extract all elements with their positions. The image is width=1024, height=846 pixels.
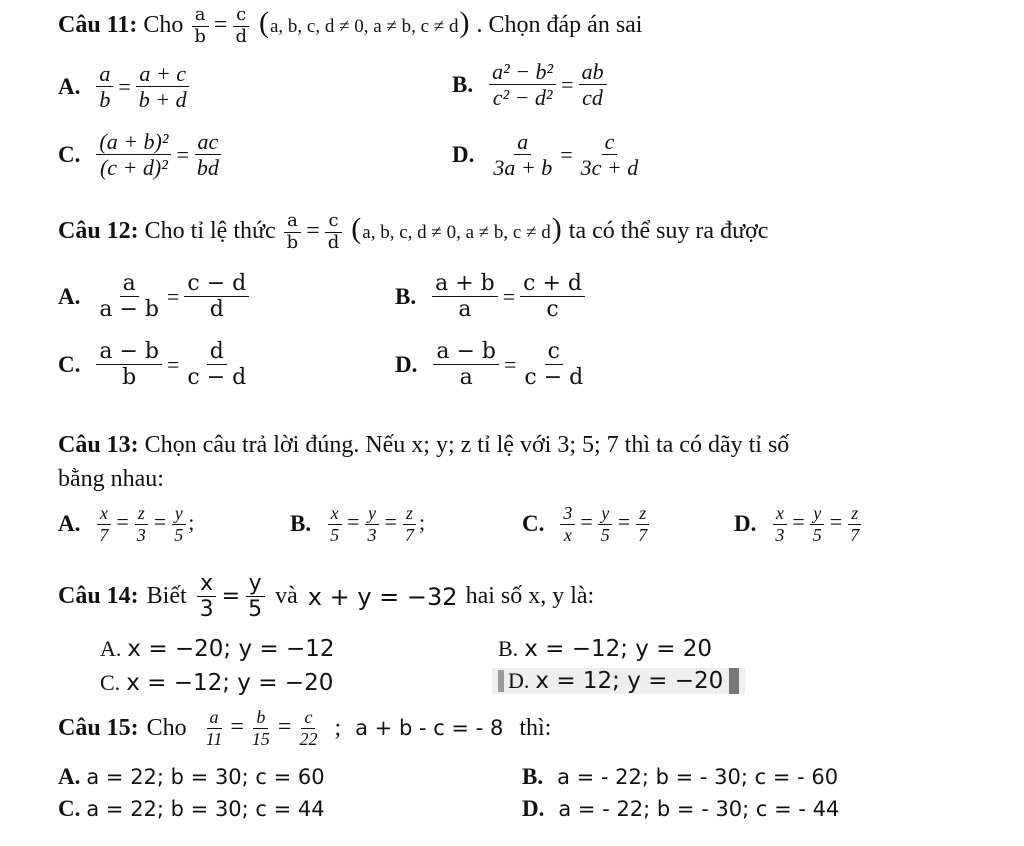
question-15-option-a[interactable]: A. a = 22; b = 30; c = 60 xyxy=(58,764,325,789)
question-13-option-b[interactable]: B. $\frac{x}{5}$ = $\frac{y}{3}$ = $\frac{z}{7}$ ; xyxy=(290,503,426,545)
question-15-lead: Cho xyxy=(146,714,187,741)
question-13-label: Câu 13: xyxy=(58,432,139,458)
question-14-tail: hai số x, y là: xyxy=(465,583,595,610)
question-14-lead: Biết xyxy=(146,583,187,610)
question-13-stem xyxy=(58,432,789,459)
question-14-option-a[interactable]: A. x = −20; y = −12 xyxy=(100,636,335,662)
question-12-stem: Câu 12: Cho tỉ lệ thức $\frac{a}{b}$ = $\frac{c}{d}$ (a, b, c, d ≠ 0, a ≠ b, c ≠ d) ta có thể suy ra được xyxy=(58,210,769,253)
question-15-equation: a + b - c = - 8 xyxy=(355,716,504,741)
ratio-c-d: $\frac{c}{d}$ xyxy=(232,6,250,47)
question-11-option-c[interactable]: C. $\frac{\text{(a + b)²}}{\text{(c + d)²}}$ = $\frac{ac}{bd}$ xyxy=(58,130,224,179)
question-14-stem: Câu 14: Biết $\frac{x}{3}$ = $\frac{y}{5}$ và x + y = −32 hai số x, y là: xyxy=(58,571,595,623)
question-11-lead: Cho xyxy=(143,12,184,38)
question-12-option-a[interactable]: A. $\frac{a}{a - b}$ = $\frac{c - d}{d}$ xyxy=(58,272,251,321)
question-11-tail: . Chọn đáp án sai xyxy=(476,12,643,38)
question-12-option-d[interactable]: D. $\frac{a - b}{a}$ = $\frac{c}{c - d}$ xyxy=(395,339,584,391)
question-13-text-line2: bằng nhau: xyxy=(58,466,164,492)
question-13-option-d[interactable]: D. $\frac{x}{3}$ = $\frac{y}{5}$ = $\frac{z}{7}$ xyxy=(734,503,860,545)
question-13-option-a[interactable]: A. $\frac{x}{7}$ = $\frac{z}{3}$ = $\frac{y}{5}$ ; xyxy=(58,503,195,545)
text-cursor xyxy=(729,668,739,694)
selection-marker xyxy=(498,670,504,692)
question-11-stem: Câu 11: Cho $\frac{a}{b}$ = $\frac{c}{d}$ (a, b, c, d ≠ 0, a ≠ b, c ≠ d) . Chọn đáp án sai xyxy=(58,4,643,47)
question-11-label: Câu 11: xyxy=(58,12,138,38)
question-14-label: Câu 14: xyxy=(58,583,139,610)
question-14-mid: và xyxy=(275,583,298,610)
question-15-label: Câu 15: xyxy=(58,714,139,741)
question-13-option-c[interactable]: C. $\frac{3}{x}$ = $\frac{y}{5}$ = $\frac{z}{7}$ xyxy=(522,503,648,545)
question-13-text-line1: Chọn câu trả lời đúng. Nếu x; y; z tỉ lệ với 3; 5; 7 thì ta có dãy tỉ số xyxy=(144,432,790,458)
question-15-tail: thì: xyxy=(519,714,552,741)
question-14-option-b[interactable]: B. x = −12; y = 20 xyxy=(498,636,713,662)
question-12-option-b[interactable]: B. $\frac{a + b}{a}$ = $\frac{c + d}{c}$ xyxy=(395,272,587,321)
question-12-tail: ta có thể suy ra được xyxy=(568,218,769,244)
question-11-option-d[interactable]: D. $\frac{a}{3a + b}$ = $\frac{c}{3c + d}$ xyxy=(452,129,639,181)
question-11-option-a[interactable]: A. $\frac{a}{b}$ = $\frac{a + c}{b + d}$ xyxy=(58,62,192,111)
question-11-option-b[interactable]: B. $\frac{\text{a² − b²}}{\text{c² − d²}}$ = $\frac{ab}{cd}$ xyxy=(452,60,609,109)
question-11-condition: a, b, c, d ≠ 0, a ≠ b, c ≠ d xyxy=(269,16,459,37)
question-12-label: Câu 12: xyxy=(58,218,139,244)
question-14-equation: x + y = −32 xyxy=(307,582,458,611)
question-12-option-c[interactable]: C. $\frac{a - b}{b}$ = $\frac{d}{c - d}$ xyxy=(58,339,247,391)
ratio-a-b: $\frac{a}{b}$ xyxy=(191,6,209,47)
question-15-option-d[interactable]: D. a = - 22; b = - 30; c = - 44 xyxy=(522,796,840,821)
question-15-stem: Câu 15: Cho $\frac{a}{11}$ = $\frac{b}{15}$ = $\frac{c}{22}$ ; a + b - c = - 8 thì: xyxy=(58,707,552,749)
question-14-option-c[interactable]: C. x = −12; y = −20 xyxy=(100,670,334,696)
question-12-lead: Cho tỉ lệ thức xyxy=(144,218,276,244)
question-12-condition: a, b, c, d ≠ 0, a ≠ b, c ≠ d xyxy=(362,222,551,243)
question-14-option-d[interactable]: D. x = 12; y = −20 xyxy=(492,668,745,694)
question-15-option-c[interactable]: C. a = 22; b = 30; c = 44 xyxy=(58,796,325,821)
question-15-option-b[interactable]: B. a = - 22; b = - 30; c = - 60 xyxy=(522,764,839,789)
